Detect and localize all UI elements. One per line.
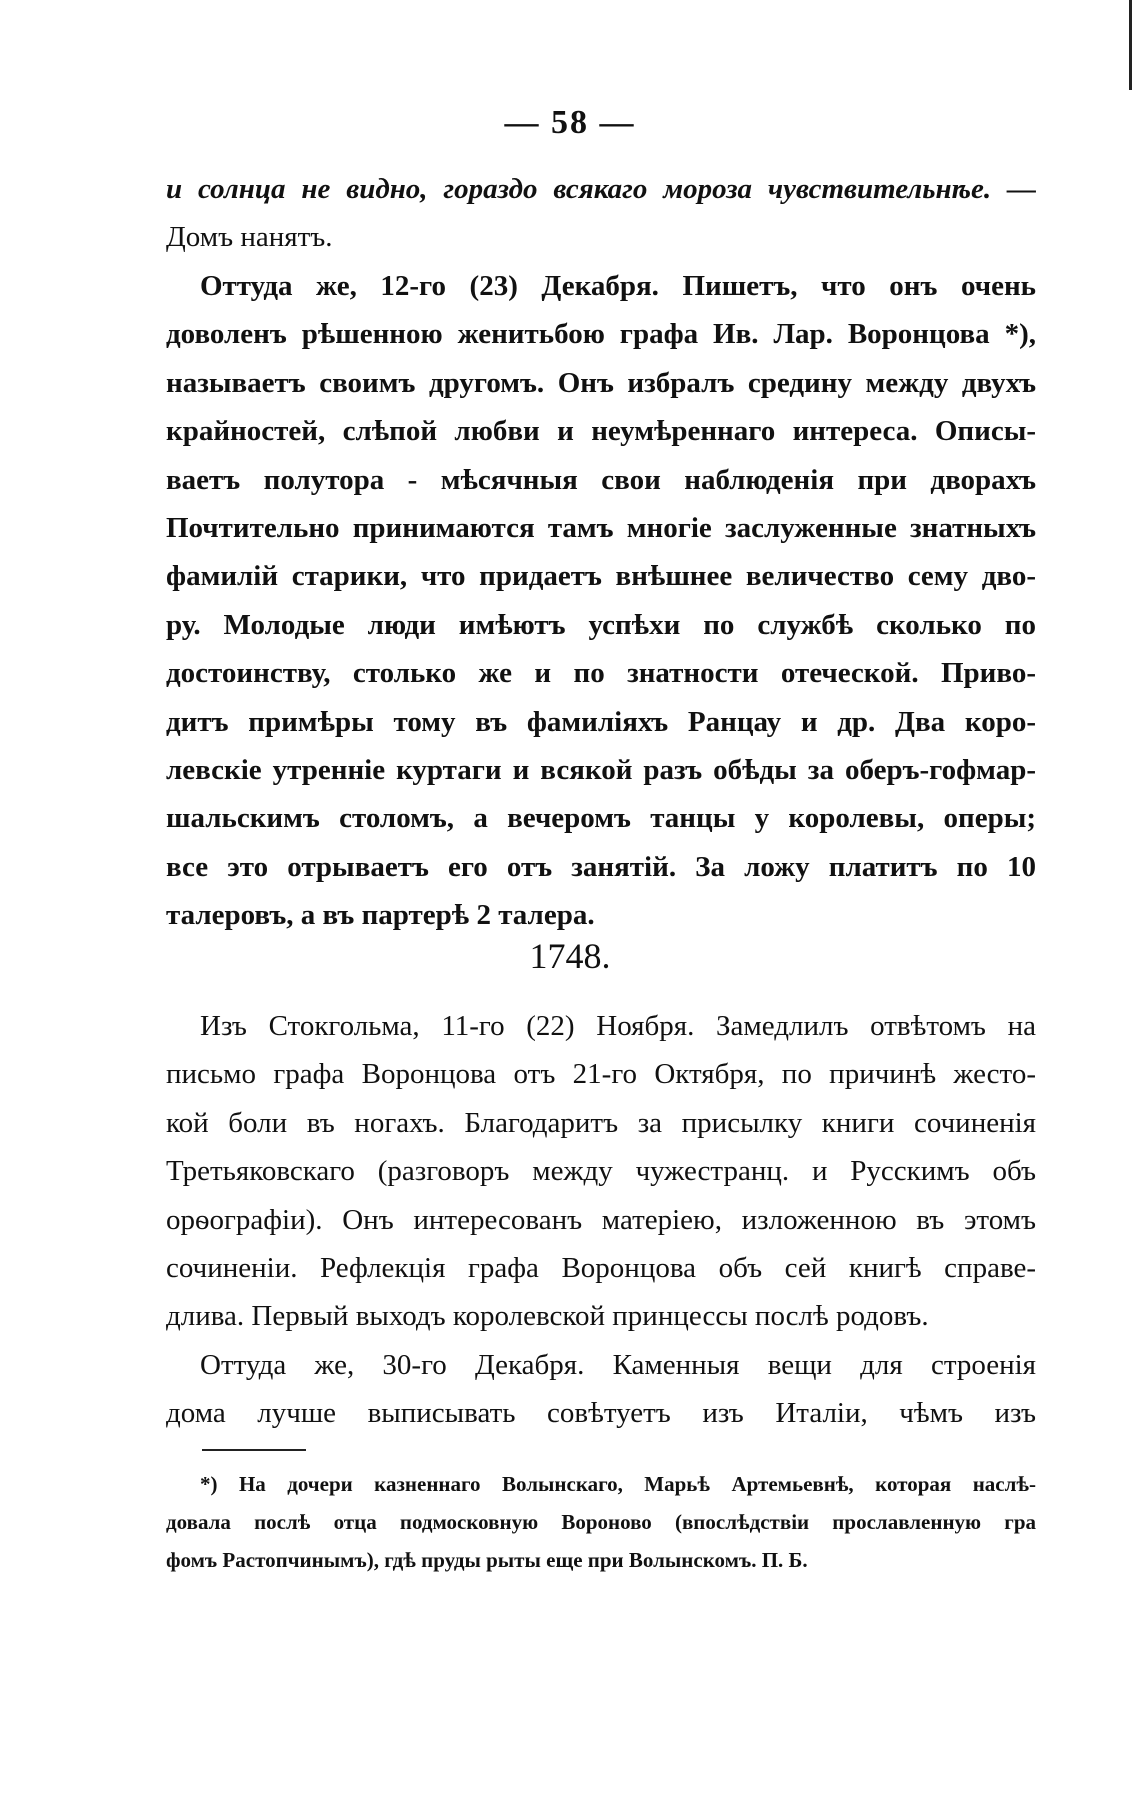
footnote-line: фомъ Растопчинымъ), гдѣ пруды рыты еще при Волынскомъ. П. Б. bbox=[166, 1548, 808, 1572]
text-line: кой боли въ ногахъ. Благодаритъ за присылку книги сочиненія bbox=[166, 1106, 1036, 1139]
text-line: Изъ Стокгольма, 11-го (22) Ноября. Замедлилъ отвѣтомъ на bbox=[200, 1010, 1036, 1042]
footnote-rule bbox=[202, 1449, 306, 1451]
text-line: дома лучше выписывать совѣтуетъ изъ Италіи, чѣмъ изъ bbox=[166, 1397, 1036, 1430]
text-line: сочиненіи. Рефлекція графа Воронцова объ сей книгѣ справе- bbox=[166, 1251, 1036, 1284]
text-line: Третьяковскаго (разговоръ между чужестранц. и Русскимъ объ bbox=[166, 1155, 1036, 1188]
text-line: все это отрываетъ его отъ занятій. За ложу платитъ по 10 bbox=[166, 850, 1036, 883]
text-line: письмо графа Воронцова отъ 21-го Октября, по причинѣ жесто- bbox=[166, 1058, 1036, 1091]
paragraph-stockholm-november bbox=[166, 1002, 1036, 1438]
text-line: Почтительно принимаются тамъ многіе заслуженные знатныхъ bbox=[166, 511, 1036, 544]
paragraph-continuation bbox=[166, 165, 1036, 213]
text-line: называетъ своимъ другомъ. Онъ избралъ средину между двухъ bbox=[166, 366, 1036, 399]
text-line: Оттуда же, 30-го Декабря. Каменныя вещи для строенія bbox=[200, 1348, 1036, 1381]
text-line: фамилій старики, что придаетъ внѣшнее величество сему дво- bbox=[166, 560, 1036, 593]
text-line: и солнца не видно, гораздо всякаго мороза чувствительнѣе. — bbox=[166, 173, 1036, 205]
text-line: талеровъ, а въ партерѣ 2 талера. bbox=[166, 899, 595, 932]
paragraph-continuation-end bbox=[166, 213, 1036, 261]
text-line: Оттуда же, 12-го (23) Декабря. Пишетъ, что онъ очень bbox=[200, 270, 1036, 302]
page-number: — 58 — bbox=[504, 104, 636, 141]
paragraph-december-12 bbox=[166, 262, 1036, 939]
footnote-line: *) На дочери казненнаго Волынскаго, Марьѣ Артемьевнѣ, которая наслѣ- bbox=[200, 1472, 1036, 1496]
text-line: длива. Первый выходъ королевской принцессы послѣ родовъ. bbox=[166, 1300, 929, 1333]
page-edge-shadow bbox=[1129, 0, 1132, 90]
text-line: левскіе утренніе куртаги и всякой разъ обѣды за оберъ-гофмар- bbox=[166, 753, 1036, 786]
footnote-line: довала послѣ отца подмосковную Вороново (впослѣдствіи прославленную гра bbox=[166, 1510, 1036, 1534]
text-line: доволенъ рѣшенною женитьбою графа Ив. Лар. Воронцова *), bbox=[166, 318, 1036, 351]
text-line: достоинству, столько же и по знатности отеческой. Приво- bbox=[166, 657, 1036, 690]
text-line: дитъ примѣры тому въ фамиліяхъ Ранцау и др. Два коро- bbox=[166, 705, 1036, 738]
text-line: Домъ нанятъ. bbox=[166, 221, 333, 253]
year-heading: 1748. bbox=[529, 936, 611, 976]
text-line: орѳографіи). Онъ интересованъ матеріею, изложенною въ этомъ bbox=[166, 1203, 1036, 1236]
footnote bbox=[166, 1465, 1036, 1579]
text-line: шальскимъ столомъ, а вечеромъ танцы у королевы, оперы; bbox=[166, 802, 1036, 835]
text-line: ваетъ полутора - мѣсячныя свои наблюденія при дворахъ bbox=[166, 463, 1036, 496]
text-line: крайностей, слѣпой любви и неумѣреннаго интереса. Описы- bbox=[166, 415, 1036, 448]
text-line: ру. Молодые люди имѣютъ успѣхи по службѣ сколько по bbox=[166, 608, 1036, 641]
